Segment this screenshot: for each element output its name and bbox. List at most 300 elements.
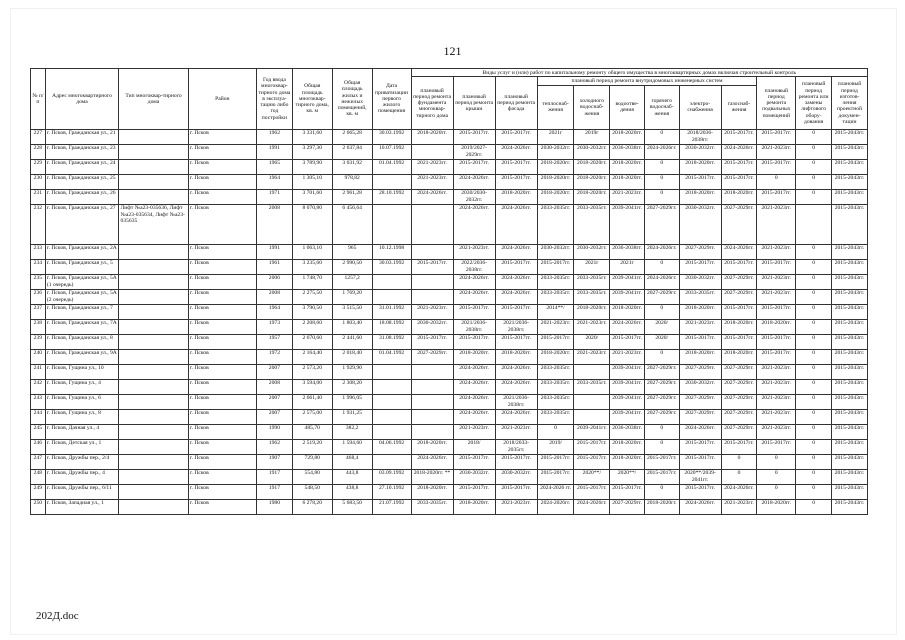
- table-row: [31, 159, 868, 174]
- header-electric: электро-снабжения: [679, 85, 721, 129]
- header-foundation: плановый период ремонта фундамента многоквар-тирного дома: [411, 77, 453, 129]
- table-body: [31, 129, 868, 514]
- cold-water-cell: 2021-2023гг.: [574, 319, 610, 334]
- district-cell: г. Псков: [188, 129, 256, 144]
- roof-cell: 2024-2026гг.: [453, 379, 495, 394]
- cold-water-cell: 2039-2041гг.: [574, 424, 610, 439]
- facade-cell: 2024-2026гг.: [495, 364, 537, 379]
- foundation-cell: 2015-2017гг.: [411, 259, 453, 274]
- heat-cell: 2018-2020гг.: [537, 189, 574, 204]
- table-row: [31, 289, 868, 304]
- sewer-cell: 2018-2020гг.: [610, 439, 645, 454]
- address-cell: г. Псков, Дачная ул., 4: [45, 424, 119, 439]
- row-number: 236: [31, 289, 46, 304]
- address-cell: г. Псков, Гражданская ул., 5А (1 очередь): [46, 275, 117, 288]
- district-cell: г. Псков: [188, 319, 256, 334]
- heat-cell: 2033-2035гг.: [537, 204, 574, 244]
- row-number: 246: [31, 439, 46, 454]
- district-cell: г. Псков: [188, 189, 256, 204]
- privatization-date-cell: [372, 409, 411, 424]
- total-area-cell: 8 070,80: [292, 204, 332, 244]
- gas-cell: 2015-2017гг.: [721, 334, 757, 349]
- electric-cell: 2024-2026гг.: [679, 499, 721, 514]
- district-cell: г. Псков: [188, 274, 256, 289]
- foundation-cell: 2024-2026гг.: [411, 189, 453, 204]
- district-cell: г. Псков: [188, 454, 256, 469]
- foundation-cell: [411, 364, 453, 379]
- gas-cell: 2018-2020гг.: [721, 349, 757, 364]
- roof-cell: 2021/2036-2038гг.: [453, 319, 495, 334]
- address-cell: г. Псков, Гущина ул., 8: [45, 409, 119, 424]
- table-row: [31, 499, 868, 514]
- basement-cell: 2021-2023гг.: [757, 424, 796, 439]
- electric-cell: 2027-2029гг.: [679, 364, 721, 379]
- living-area-cell: 438,8: [332, 484, 372, 499]
- table-row: [31, 394, 868, 409]
- type-cell: [119, 379, 188, 394]
- total-area-cell: 548,50: [292, 484, 332, 499]
- year-cell: 1907: [257, 454, 293, 469]
- sewer-cell: 2021г: [610, 259, 645, 274]
- row-number: 238: [31, 319, 46, 334]
- roof-cell: 2015-2017гг.: [453, 484, 495, 499]
- type-cell: [119, 189, 188, 204]
- total-area-cell: 2 575,00: [292, 409, 332, 424]
- heat-cell: 2030-2032гг.: [537, 244, 574, 259]
- header-systems-title: плановый период ремонта внутридомовых инженерных систем: [537, 77, 757, 85]
- electric-cell: 2015-2017гг.: [679, 454, 721, 469]
- total-area-cell: 3 701,60: [292, 189, 332, 204]
- header-type: Тип многоквар-тирного дома: [119, 69, 188, 130]
- hot-water-cell: 0: [644, 189, 679, 204]
- hot-water-cell: 2020/: [644, 334, 679, 349]
- living-area-cell: 1 929,90: [332, 364, 372, 379]
- basement-cell: 2021-2023гг.: [757, 379, 796, 394]
- header-num: № п/п: [31, 69, 46, 130]
- header-elevator: плановый период ремонта или замены лифтового обору-дования: [796, 77, 832, 129]
- facade-cell: 2018/2033-2035гг.: [495, 439, 537, 454]
- type-cell: [119, 144, 188, 159]
- total-area-cell: 554,80: [292, 469, 332, 484]
- roof-cell: 2015-2017гг.: [453, 454, 495, 469]
- living-area-cell: 468,4: [332, 454, 372, 469]
- row-number: 244: [31, 409, 46, 424]
- docs-cell: 2015-2043гг.: [831, 499, 867, 514]
- roof-cell: 2024-2026гг.: [453, 204, 495, 244]
- privatization-date-cell: 01.04.1992: [372, 159, 411, 174]
- foundation-cell: 2030-2032гг.: [411, 319, 453, 334]
- district-cell: г. Псков: [188, 204, 256, 244]
- sewer-cell: 2021-2023гг.: [610, 189, 645, 204]
- living-area-cell: 1 931,25: [332, 409, 372, 424]
- cold-water-cell: 2033-2035гг.: [574, 274, 610, 289]
- roof-cell: 2024-2026гг.: [453, 274, 495, 289]
- gas-cell: 2021-2023гг.: [721, 499, 757, 514]
- total-area-cell: 2 661,40: [292, 394, 332, 409]
- electric-cell: 2021-2023гг.: [679, 319, 721, 334]
- address-cell: г. Псков, Гражданская ул., 7: [45, 304, 119, 319]
- table-row: [31, 204, 868, 244]
- year-cell: 1964: [257, 174, 293, 189]
- hot-water-cell: 0: [644, 259, 679, 274]
- district-cell: г. Псков: [188, 469, 256, 484]
- basement-cell: 2021-2023гг.: [757, 289, 796, 304]
- privatization-date-cell: [372, 394, 411, 409]
- living-area-cell: 2 961,28: [332, 189, 372, 204]
- heat-cell: 2033-2035гг.: [537, 274, 574, 289]
- foundation-cell: [411, 244, 453, 259]
- type-cell: Лифт №а23-035636, Лифт №а23-035634, Лифт №а23-035635: [119, 204, 188, 244]
- heat-cell: 2033-2035гг.: [537, 409, 574, 424]
- heat-cell: 2033-2035гг.: [537, 289, 574, 304]
- heat-cell: 2033-2035гг.: [537, 364, 574, 379]
- basement-cell: 2021-2023гг.: [757, 274, 796, 289]
- privatization-date-cell: 28.10.1992: [372, 189, 411, 204]
- sewer-cell: 2039-2041гг.: [610, 409, 645, 424]
- cold-water-cell: 2033-2035гг.: [574, 289, 610, 304]
- living-area-cell: 3 031,92: [332, 159, 372, 174]
- sewer-cell: 2027-2029гг.: [610, 499, 645, 514]
- docs-cell: 2015-2043гг.: [831, 174, 867, 189]
- total-area-cell: 2 164,40: [292, 349, 332, 364]
- sewer-cell: 2039-2041гг.: [610, 274, 645, 289]
- heat-cell: 2018-2020гг.: [537, 349, 574, 364]
- docs-cell: 2015-2043гг.: [831, 304, 867, 319]
- facade-cell: 2024-2026гг.: [495, 144, 537, 159]
- gas-cell: 2027-2029гг.: [721, 394, 757, 409]
- row-number: 227: [31, 129, 46, 144]
- living-area-cell: 443,8: [332, 469, 372, 484]
- cold-water-cell: [574, 394, 610, 409]
- table-row: [31, 259, 868, 274]
- address-cell: г. Псков, Гражданская ул., 24: [45, 159, 119, 174]
- header-address: Адрес многоквартирного дома: [45, 69, 119, 130]
- total-area-cell: 1 063,10: [292, 244, 332, 259]
- cold-water-cell: 2020/: [574, 334, 610, 349]
- elevator-cell: 0: [796, 304, 832, 319]
- total-area-cell: 6 278,20: [292, 499, 332, 514]
- row-number: 250: [31, 499, 46, 514]
- housing-repair-table: [30, 68, 868, 515]
- sewer-cell: 2036-2038гг.: [610, 424, 645, 439]
- hot-water-cell: 2015-2017гг.: [644, 454, 679, 469]
- address-cell: г. Псков, Гражданская ул., 7А: [45, 319, 119, 334]
- docs-cell: 2015-2043гг.: [831, 244, 867, 259]
- year-cell: 2006: [257, 274, 293, 289]
- hot-water-cell: 2020/: [644, 319, 679, 334]
- row-number: 232: [31, 204, 46, 244]
- sewer-cell: 2018-2020гг.: [610, 129, 645, 144]
- sewer-cell: 2018-2020гг.: [610, 159, 645, 174]
- foundation-cell: 2018-2020гг.: [411, 439, 453, 454]
- hot-water-cell: 0: [644, 484, 679, 499]
- address-cell: г. Псков, Гражданская ул., 5А (2 очередь): [46, 290, 117, 303]
- facade-cell: 2021-2023гг.: [495, 424, 537, 439]
- type-cell: [119, 439, 188, 454]
- total-area-cell: 2 208,60: [292, 319, 332, 334]
- row-number: 237: [31, 304, 46, 319]
- electric-cell: 2015-2017гг.: [679, 174, 721, 189]
- sewer-cell: 2039-2041гг.: [610, 364, 645, 379]
- docs-cell: 2015-2043гг.: [831, 364, 867, 379]
- living-area-cell: 978,82: [332, 174, 372, 189]
- facade-cell: 2024-2026гг.: [495, 274, 537, 289]
- type-cell: [119, 319, 188, 334]
- facade-cell: 2015-2017гг.: [495, 304, 537, 319]
- hot-water-cell: 0: [644, 159, 679, 174]
- foundation-cell: [411, 274, 453, 289]
- living-area-cell: 5 683,50: [332, 499, 372, 514]
- living-area-cell: 1 996,05: [332, 394, 372, 409]
- elevator-cell: 0: [796, 439, 832, 454]
- gas-cell: 0: [721, 469, 757, 484]
- electric-cell: 2015-2017гг.: [679, 484, 721, 499]
- hot-water-cell: 2024-2026гг.: [644, 144, 679, 159]
- type-cell: [119, 454, 188, 469]
- electric-cell: 2024-2026гг.: [679, 424, 721, 439]
- elevator-cell: 0: [796, 144, 832, 159]
- table-row: [31, 304, 868, 319]
- header-heat: теплоснаб-жения: [537, 85, 574, 129]
- sewer-cell: 2015-2017гг.: [610, 334, 645, 349]
- address-cell: г. Псков, Гражданская ул., 2А: [45, 244, 119, 259]
- facade-cell: 2021/2036-2038гг.: [495, 394, 537, 409]
- roof-cell: 2024-2026гг.: [453, 394, 495, 409]
- privatization-date-cell: 10.12.1998: [372, 244, 411, 259]
- elevator-cell: [796, 204, 832, 244]
- roof-cell: 2030/2030-2032гг.: [453, 189, 495, 204]
- elevator-cell: 0: [796, 189, 832, 204]
- elevator-cell: 0: [796, 174, 832, 189]
- heat-cell: 2024-2026 гг.: [537, 484, 574, 499]
- heat-cell: 0: [537, 424, 574, 439]
- gas-cell: 2027-2029гг.: [721, 274, 757, 289]
- docs-cell: 2015-2043гг.: [831, 409, 867, 424]
- gas-cell: 2015-2017гг.: [721, 159, 757, 174]
- basement-cell: 2018-2020гг.: [757, 319, 796, 334]
- type-cell: [119, 469, 188, 484]
- living-area-cell: 6 456,64: [332, 204, 372, 244]
- facade-cell: 2021-2023гг.: [495, 499, 537, 514]
- gas-cell: 2027-2029гг.: [721, 289, 757, 304]
- roof-cell: 2015-2017гг.: [453, 159, 495, 174]
- elevator-cell: 0: [796, 289, 832, 304]
- header-facade: плановый период ремонта фасада: [495, 77, 537, 129]
- foundation-cell: [411, 394, 453, 409]
- basement-cell: 0: [757, 454, 796, 469]
- year-cell: 1964: [257, 304, 293, 319]
- page-number: 121: [443, 44, 462, 58]
- year-cell: 1962: [257, 129, 293, 144]
- district-cell: г. Псков: [188, 144, 256, 159]
- hot-water-cell: 2027-2029гг.: [644, 409, 679, 424]
- total-area-cell: 3 297,30: [292, 144, 332, 159]
- cold-water-cell: 2024-2026гг.: [574, 499, 610, 514]
- living-area-cell: 382,2: [332, 424, 372, 439]
- total-area-cell: 3 331,60: [292, 129, 332, 144]
- roof-cell: 2021-2023гг.: [453, 424, 495, 439]
- total-area-cell: 485,70: [292, 424, 332, 439]
- table-row: [31, 469, 868, 484]
- hot-water-cell: 0: [644, 304, 679, 319]
- table-header: [31, 69, 868, 130]
- header-year: Год ввода многоквар-тирного дома в эксплуа-тацию либо год постройки: [257, 69, 293, 130]
- elevator-cell: 0: [796, 409, 832, 424]
- privatization-date-cell: [372, 174, 411, 189]
- elevator-cell: 0: [796, 499, 832, 514]
- year-cell: 1961: [257, 259, 293, 274]
- address-cell: г. Псков, Детская ул., 1: [45, 439, 119, 454]
- living-area-cell: 2 441,60: [332, 334, 372, 349]
- foundation-cell: 2021-2023гг.: [411, 304, 453, 319]
- cold-water-cell: 2015-2017гг.: [574, 484, 610, 499]
- privatization-date-cell: [372, 379, 411, 394]
- foundation-cell: 2027-2029гг.: [411, 349, 453, 364]
- elevator-cell: 0: [796, 244, 832, 259]
- docs-cell: 2015-2043гг.: [831, 379, 867, 394]
- district-cell: г. Псков: [188, 304, 256, 319]
- docs-cell: 2015-2043гг.: [831, 334, 867, 349]
- address-cell: г. Псков, Гущина ул., 4: [45, 379, 119, 394]
- address-cell: г. Псков, Гражданская ул., 5: [45, 259, 119, 274]
- foundation-cell: [411, 204, 453, 244]
- row-number: 241: [31, 364, 46, 379]
- year-cell: 1991: [257, 144, 293, 159]
- year-cell: 1917: [257, 469, 293, 484]
- row-number: 240: [31, 349, 46, 364]
- facade-cell: 2021/2036-2038гг.: [495, 319, 537, 334]
- basement-cell: 2021-2023гг.: [757, 394, 796, 409]
- table-row: [31, 319, 868, 334]
- basement-cell: 2015-2017гг.: [757, 189, 796, 204]
- electric-cell: 2018-2020гг.: [679, 189, 721, 204]
- row-number: 229: [31, 159, 46, 174]
- type-cell: [119, 129, 188, 144]
- docs-cell: 2015-2043гг.: [831, 349, 867, 364]
- privatization-date-cell: 27.10.1992: [372, 484, 411, 499]
- heat-cell: 2018-2020гг.: [537, 174, 574, 189]
- heat-cell: 2019/: [537, 439, 574, 454]
- foundation-cell: [411, 289, 453, 304]
- hot-water-cell: 0: [644, 129, 679, 144]
- district-cell: г. Псков: [188, 244, 256, 259]
- heat-cell: 2021г: [537, 129, 574, 144]
- year-cell: 1965: [257, 159, 293, 174]
- total-area-cell: 3 594,00: [292, 379, 332, 394]
- living-area-cell: 965: [332, 244, 372, 259]
- district-cell: г. Псков: [188, 439, 256, 454]
- foundation-cell: 2033-2035гг.: [411, 499, 453, 514]
- heat-cell: 2015-2017гг.: [537, 469, 574, 484]
- total-area-cell: 2 275,50: [292, 289, 332, 304]
- hot-water-cell: 2027-2029гг.: [644, 379, 679, 394]
- living-area-cell: 2 018,40: [332, 349, 372, 364]
- address-cell: г. Псков, Гражданская ул., 8: [45, 334, 119, 349]
- gas-cell: 2024-2026гг.: [721, 484, 757, 499]
- roof-cell: 2018-2020гг.: [453, 499, 495, 514]
- year-cell: 1980: [257, 499, 293, 514]
- roof-cell: 2015-2017гг.: [453, 304, 495, 319]
- foundation-cell: 2024-2026гг.: [411, 454, 453, 469]
- address-cell: г. Псков, Гражданская ул., 21: [45, 129, 119, 144]
- foundation-cell: [411, 144, 453, 159]
- roof-cell: 2018-2020гг.: [453, 349, 495, 364]
- district-cell: г. Псков: [188, 174, 256, 189]
- year-cell: 1990: [257, 424, 293, 439]
- living-area-cell: 1 769,20: [332, 289, 372, 304]
- electric-cell: 2030-2032гг.: [679, 204, 721, 244]
- district-cell: г. Псков: [188, 364, 256, 379]
- roof-cell: 2018/: [453, 439, 495, 454]
- electric-cell: 2030-2032гг.: [679, 274, 721, 289]
- elevator-cell: 0: [796, 274, 832, 289]
- facade-cell: 2018-2020гг.: [495, 189, 537, 204]
- basement-cell: 2015-2017гг.: [757, 439, 796, 454]
- privatization-date-cell: 03.09.1992: [372, 469, 411, 484]
- facade-cell: 2024-2026гг.: [495, 289, 537, 304]
- total-area-cell: 1 305,10: [292, 174, 332, 189]
- electric-cell: 2018-2020гг.: [679, 159, 721, 174]
- electric-cell: 2015-2017гг.: [679, 334, 721, 349]
- district-cell: г. Псков: [188, 159, 256, 174]
- address-cell: г. Псков, Дружбы пер., 4: [45, 469, 119, 484]
- docs-cell: 2015-2043гг.: [831, 274, 867, 289]
- header-district: Район: [188, 69, 256, 130]
- basement-cell: 2015-2017гг.: [757, 334, 796, 349]
- living-area-cell: 3 515,50: [332, 304, 372, 319]
- privatization-date-cell: [372, 364, 411, 379]
- basement-cell: 2015-2017гг.: [757, 349, 796, 364]
- elevator-cell: 0: [796, 484, 832, 499]
- basement-cell: 2018-2020гг.: [757, 499, 796, 514]
- electric-cell: 2015-2017гг.: [679, 439, 721, 454]
- row-number: 245: [31, 424, 46, 439]
- gas-cell: 2015-2017гг.: [721, 129, 757, 144]
- total-area-cell: 3 235,60: [292, 259, 332, 274]
- gas-cell: 2015-2017гг.: [721, 439, 757, 454]
- table-row: [31, 409, 868, 424]
- elevator-cell: 0: [796, 259, 832, 274]
- elevator-cell: 0: [796, 159, 832, 174]
- privatization-date-cell: 04.06.1992: [372, 439, 411, 454]
- year-cell: 1973: [257, 319, 293, 334]
- facade-cell: 2030-2032гг.: [495, 469, 537, 484]
- basement-cell: 0: [757, 174, 796, 189]
- elevator-cell: 0: [796, 379, 832, 394]
- living-area-cell: 1 594,60: [332, 439, 372, 454]
- elevator-cell: 0: [796, 469, 832, 484]
- row-number: 234: [31, 259, 46, 274]
- year-cell: 1917: [257, 484, 293, 499]
- gas-cell: 2015-2017гг.: [721, 259, 757, 274]
- table-row: [31, 174, 868, 189]
- heat-cell: 2015-2017гг.: [537, 259, 574, 274]
- heat-cell: 2021-2023гг.: [537, 319, 574, 334]
- row-number: 235: [31, 274, 46, 289]
- district-cell: г. Псков: [188, 409, 256, 424]
- address-cell: г. Псков, Гражданская ул., 27: [45, 204, 119, 244]
- foundation-cell: 2015-2017гг.: [411, 334, 453, 349]
- district-cell: г. Псков: [188, 499, 256, 514]
- header-total-area: Общая площадь многоквар-тирного дома, кв. м: [292, 69, 332, 130]
- type-cell: [119, 304, 188, 319]
- type-cell: [119, 174, 188, 189]
- sewer-cell: 2015-2017гг.: [610, 484, 645, 499]
- district-cell: г. Псков: [188, 424, 256, 439]
- privatization-date-cell: [372, 289, 411, 304]
- cold-water-cell: 2021г: [574, 259, 610, 274]
- privatization-date-cell: 10.07.1992: [372, 144, 411, 159]
